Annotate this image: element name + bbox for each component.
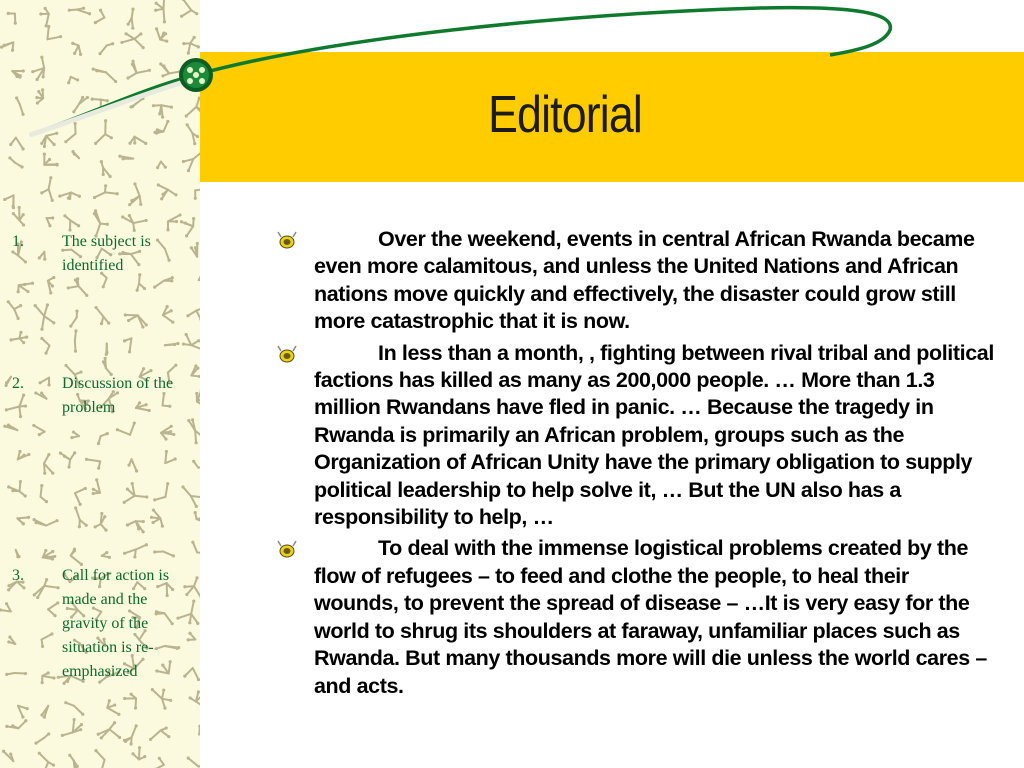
bee-bullet-icon bbox=[276, 230, 298, 250]
bullet-paragraph bbox=[270, 340, 995, 532]
annotation-text: Call for action is made and the gravity of the situation is re-emphasized bbox=[62, 567, 170, 680]
bullet-text: To deal with the immense logistical problems created by the flow of refugees – to feed and clothe the people, to heal their wounds, to prevent the spread of disease – …It is very easy for the world to shrug its shoulders at faraway, unfamiliar places such as Rwanda. But many thousands more will die unless the world cares – and acts. bbox=[314, 536, 987, 698]
bee-bullet-icon bbox=[276, 539, 298, 559]
annotation-number: 1. bbox=[12, 233, 24, 250]
bullet-text: Over the weekend, events in central African Rwanda became even more calamitous, and unless the United Nations and African nations move quickly and effectively, the disaster could grow still more catastrophic that it is now. bbox=[314, 227, 975, 334]
bullet-paragraph bbox=[270, 535, 995, 699]
bullet-text: In less than a month, , fighting between rival tribal and political factions has killed as many as 200,000 people. … More than 1.3 million Rwandans have fled in panic. … Because the tragedy in Rwanda is primarily an African problem, groups such as the Organization of African Unity have the primary obligation to supply political leadership to help solve it, … But the UN also has a responsibility to help, … bbox=[314, 340, 994, 530]
annotation-number: 2. bbox=[12, 375, 24, 392]
bee-bullet-icon bbox=[276, 344, 298, 364]
slide-body bbox=[270, 226, 995, 704]
annotation-text: Discussion of the problem bbox=[62, 375, 174, 416]
slide-title: Editorial bbox=[488, 86, 642, 144]
annotation-list bbox=[0, 0, 200, 768]
annotation-text: The subject is identified bbox=[62, 233, 151, 274]
annotation-number: 3. bbox=[12, 567, 24, 584]
bullet-paragraph bbox=[270, 226, 995, 336]
